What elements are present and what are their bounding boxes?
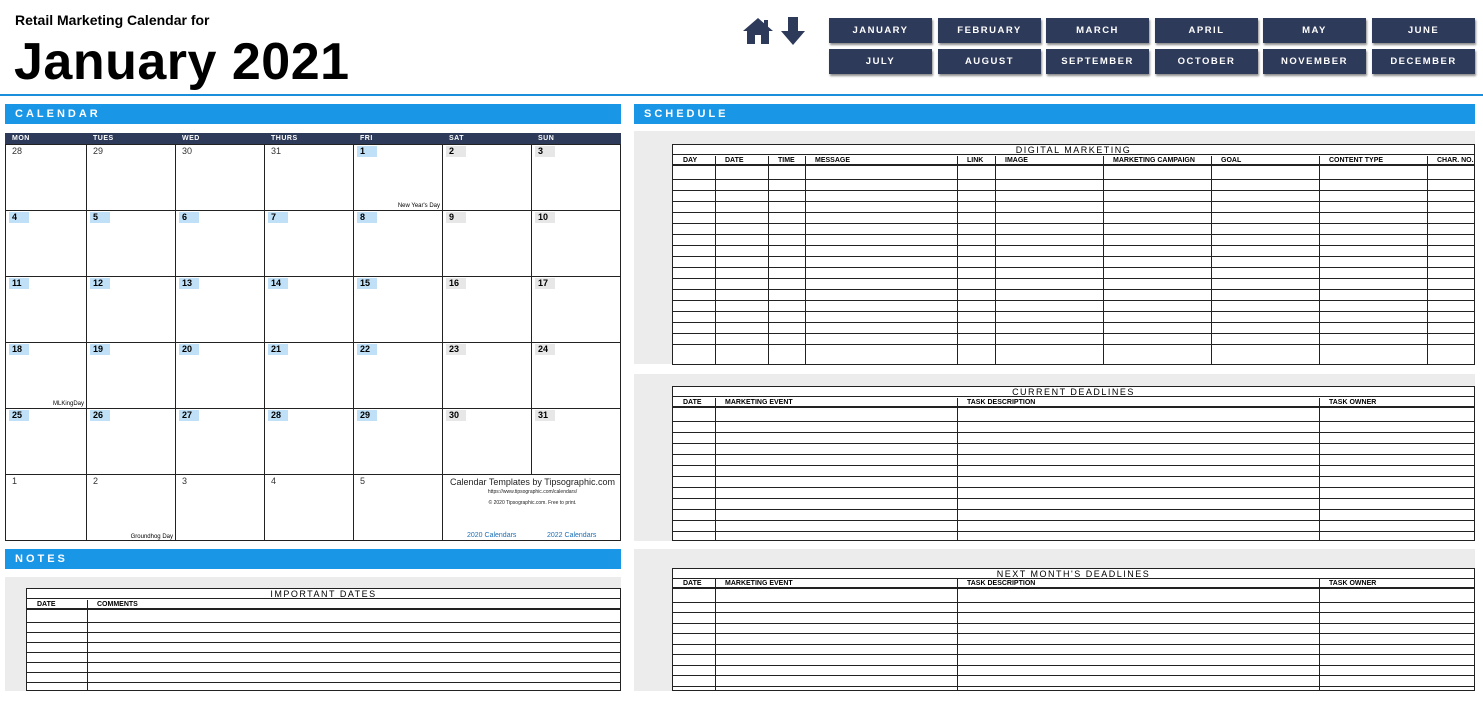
table-row-divider bbox=[27, 682, 620, 683]
link-2022-calendars[interactable]: 2022 Calendars bbox=[547, 532, 597, 539]
weekday-label-tues: TUES bbox=[93, 135, 114, 142]
column-header-day: DAY bbox=[683, 157, 698, 164]
day-number: 13 bbox=[179, 278, 199, 289]
table-row-divider bbox=[673, 245, 1474, 246]
calendar-day-cell[interactable] bbox=[265, 277, 354, 343]
day-number: 1 bbox=[12, 476, 18, 486]
page-subtitle: Retail Marketing Calendar for bbox=[15, 12, 210, 28]
calendar-day-cell[interactable] bbox=[176, 409, 265, 475]
table-row-divider bbox=[27, 622, 620, 623]
month-button-february[interactable]: FEBRUARY bbox=[938, 18, 1041, 43]
day-number: 5 bbox=[90, 212, 110, 223]
table-row-divider bbox=[673, 602, 1474, 603]
holiday-label: Groundhog Day bbox=[130, 534, 173, 540]
calendar-day-cell[interactable] bbox=[532, 343, 621, 409]
table-row-divider bbox=[27, 632, 620, 633]
calendar-day-cell[interactable] bbox=[87, 475, 176, 541]
day-number: 5 bbox=[360, 476, 366, 486]
column-header-date: DATE bbox=[683, 399, 702, 406]
column-header-message: MESSAGE bbox=[815, 157, 851, 164]
day-number: 25 bbox=[9, 410, 29, 421]
calendar-day-cell[interactable] bbox=[87, 409, 176, 475]
month-button-april[interactable]: APRIL bbox=[1155, 18, 1258, 43]
table-row-divider bbox=[673, 454, 1474, 455]
month-button-december[interactable]: DECEMBER bbox=[1372, 49, 1475, 74]
calendar-day-cell[interactable] bbox=[87, 343, 176, 409]
day-number: 3 bbox=[182, 476, 188, 486]
arrow-down-icon[interactable] bbox=[776, 14, 810, 48]
next-deadlines-table bbox=[672, 568, 1475, 691]
table-row-divider bbox=[673, 654, 1474, 655]
column-header-char-no: CHAR. NO. bbox=[1437, 157, 1474, 164]
table-row-divider bbox=[673, 509, 1474, 510]
credit-copyright: © 2020 Tipsographic.com. Free to print. bbox=[488, 500, 577, 506]
table-row-divider bbox=[673, 421, 1474, 422]
calendar-day-cell[interactable] bbox=[532, 211, 621, 277]
column-header-goal: GOAL bbox=[1221, 157, 1242, 164]
calendar-day-cell[interactable] bbox=[87, 145, 176, 211]
table-row-divider bbox=[673, 333, 1474, 334]
day-number: 19 bbox=[90, 344, 110, 355]
column-divider bbox=[957, 398, 958, 540]
day-number: 17 bbox=[535, 278, 555, 289]
table-row-divider bbox=[673, 322, 1474, 323]
calendar-day-cell[interactable] bbox=[6, 409, 87, 475]
table-row-divider bbox=[673, 300, 1474, 301]
day-number: 29 bbox=[357, 410, 377, 421]
table-row-divider bbox=[673, 179, 1474, 180]
table-row-divider bbox=[673, 311, 1474, 312]
day-number: 28 bbox=[12, 146, 23, 156]
section-schedule: SCHEDULE bbox=[634, 104, 1475, 124]
month-button-may[interactable]: MAY bbox=[1263, 18, 1366, 43]
day-number: 24 bbox=[535, 344, 555, 355]
weekday-label-fri: FRI bbox=[360, 135, 373, 142]
day-number: 14 bbox=[268, 278, 288, 289]
calendar-day-cell[interactable] bbox=[87, 211, 176, 277]
column-header-task-description: TASK DESCRIPTION bbox=[967, 399, 1036, 406]
table-header-row bbox=[673, 579, 1474, 589]
day-number: 31 bbox=[535, 410, 555, 421]
calendar-day-cell[interactable] bbox=[354, 145, 443, 211]
column-header-marketing-event: MARKETING EVENT bbox=[725, 399, 793, 406]
day-number: 1 bbox=[357, 146, 377, 157]
calendar-day-cell[interactable] bbox=[354, 475, 443, 541]
day-number: 3 bbox=[535, 146, 555, 157]
current-deadlines-table bbox=[672, 386, 1475, 541]
day-number: 30 bbox=[446, 410, 466, 421]
table-header-row bbox=[27, 600, 620, 610]
column-header-task-owner: TASK OWNER bbox=[1329, 399, 1377, 406]
table-row-divider bbox=[673, 686, 1474, 687]
table-header-row bbox=[673, 156, 1474, 166]
column-divider bbox=[957, 579, 958, 690]
calendar-day-cell[interactable] bbox=[265, 475, 354, 541]
table-row-divider bbox=[673, 267, 1474, 268]
table-title: IMPORTANT DATES bbox=[27, 589, 620, 599]
table-row-divider bbox=[673, 644, 1474, 645]
calendar-day-cell[interactable] bbox=[176, 145, 265, 211]
calendar-day-cell[interactable] bbox=[354, 277, 443, 343]
home-icon[interactable] bbox=[741, 14, 775, 48]
calendar-day-cell[interactable] bbox=[443, 409, 532, 475]
table-row-divider bbox=[27, 662, 620, 663]
calendar-credit-cell bbox=[443, 475, 621, 541]
calendar-day-cell[interactable] bbox=[265, 343, 354, 409]
day-number: 2 bbox=[93, 476, 99, 486]
table-row-divider bbox=[673, 443, 1474, 444]
day-number: 15 bbox=[357, 278, 377, 289]
month-button-september[interactable]: SEPTEMBER bbox=[1046, 49, 1149, 74]
calendar-day-cell[interactable] bbox=[532, 409, 621, 475]
column-header-time: TIME bbox=[778, 157, 795, 164]
day-number: 16 bbox=[446, 278, 466, 289]
column-divider bbox=[87, 600, 88, 690]
weekday-label-thurs: THURS bbox=[271, 135, 298, 142]
column-header-marketing-campaign: MARKETING CAMPAIGN bbox=[1113, 157, 1195, 164]
day-number: 10 bbox=[535, 212, 555, 223]
column-divider bbox=[1319, 398, 1320, 540]
table-row-divider bbox=[673, 465, 1474, 466]
calendar-day-cell[interactable] bbox=[443, 211, 532, 277]
column-header-comments: COMMENTS bbox=[97, 601, 138, 608]
column-divider bbox=[715, 398, 716, 540]
holiday-label: MLKingDay bbox=[52, 401, 84, 407]
day-number: 21 bbox=[268, 344, 288, 355]
table-title: NEXT MONTH'S DEADLINES bbox=[673, 569, 1474, 579]
page-title: January 2021 bbox=[14, 33, 350, 91]
table-row-divider bbox=[673, 531, 1474, 532]
table-row-divider bbox=[673, 234, 1474, 235]
credit-url[interactable]: https://www.tipsographic.com/calendars/ bbox=[487, 489, 578, 495]
calendar-day-cell[interactable] bbox=[532, 277, 621, 343]
weekday-label-wed: WED bbox=[182, 135, 200, 142]
calendar-day-cell[interactable] bbox=[354, 343, 443, 409]
column-header-marketing-event: MARKETING EVENT bbox=[725, 580, 793, 587]
month-button-august[interactable]: AUGUST bbox=[938, 49, 1041, 74]
day-number: 30 bbox=[182, 146, 193, 156]
table-row-divider bbox=[673, 278, 1474, 279]
month-button-june[interactable]: JUNE bbox=[1372, 18, 1475, 43]
column-header-date: DATE bbox=[683, 580, 702, 587]
column-header-task-description: TASK DESCRIPTION bbox=[967, 580, 1036, 587]
calendar-day-cell[interactable] bbox=[354, 211, 443, 277]
table-row-divider bbox=[673, 623, 1474, 624]
column-divider bbox=[715, 579, 716, 690]
calendar-day-cell[interactable] bbox=[6, 211, 87, 277]
month-button-march[interactable]: MARCH bbox=[1046, 18, 1149, 43]
day-number: 23 bbox=[446, 344, 466, 355]
calendar-day-cell[interactable] bbox=[443, 277, 532, 343]
day-number: 4 bbox=[9, 212, 29, 223]
column-header-date: DATE bbox=[725, 157, 744, 164]
day-number: 22 bbox=[357, 344, 377, 355]
day-number: 12 bbox=[90, 278, 110, 289]
column-header-date: DATE bbox=[37, 601, 56, 608]
calendar-day-cell[interactable] bbox=[176, 343, 265, 409]
table-row-divider bbox=[673, 201, 1474, 202]
holiday-label: New Year's Day bbox=[397, 203, 440, 209]
table-title: CURRENT DEADLINES bbox=[673, 387, 1474, 397]
table-row-divider bbox=[673, 223, 1474, 224]
calendar-day-cell[interactable] bbox=[443, 145, 532, 211]
calendar-day-cell[interactable] bbox=[354, 409, 443, 475]
calendar-day-cell[interactable] bbox=[6, 343, 87, 409]
calendar-day-cell[interactable] bbox=[265, 211, 354, 277]
calendar-day-cell[interactable] bbox=[265, 409, 354, 475]
calendar-day-cell[interactable] bbox=[532, 145, 621, 211]
calendar-weekday-header bbox=[5, 133, 621, 144]
day-number: 9 bbox=[446, 212, 466, 223]
month-button-november[interactable]: NOVEMBER bbox=[1263, 49, 1366, 74]
column-header-task-owner: TASK OWNER bbox=[1329, 580, 1377, 587]
column-divider bbox=[1319, 579, 1320, 690]
calendar-day-cell[interactable] bbox=[87, 277, 176, 343]
day-number: 6 bbox=[179, 212, 199, 223]
day-number: 29 bbox=[93, 146, 104, 156]
table-header-row bbox=[673, 398, 1474, 408]
table-row-divider bbox=[27, 652, 620, 653]
month-button-january[interactable]: JANUARY bbox=[829, 18, 932, 43]
table-row-divider bbox=[673, 520, 1474, 521]
calendar-day-cell[interactable] bbox=[443, 343, 532, 409]
calendar-day-cell[interactable] bbox=[6, 145, 87, 211]
link-2020-calendars[interactable]: 2020 Calendars bbox=[467, 532, 517, 539]
table-title: DIGITAL MARKETING bbox=[673, 145, 1474, 155]
day-number: 7 bbox=[268, 212, 288, 223]
calendar-day-cell[interactable] bbox=[265, 145, 354, 211]
calendar-day-cell[interactable] bbox=[176, 475, 265, 541]
column-header-link: LINK bbox=[967, 157, 984, 164]
table-row-divider bbox=[673, 476, 1474, 477]
calendar-grid bbox=[5, 144, 621, 541]
section-notes: NOTES bbox=[5, 549, 621, 569]
table-row-divider bbox=[673, 487, 1474, 488]
important-dates-table bbox=[26, 588, 621, 691]
table-row-divider bbox=[673, 498, 1474, 499]
month-button-october[interactable]: OCTOBER bbox=[1155, 49, 1258, 74]
column-header-image: IMAGE bbox=[1005, 157, 1028, 164]
day-number: 31 bbox=[271, 146, 282, 156]
day-number: 27 bbox=[179, 410, 199, 421]
table-row-divider bbox=[673, 256, 1474, 257]
digital-marketing-table bbox=[672, 144, 1475, 365]
day-number: 20 bbox=[179, 344, 199, 355]
calendar-day-cell[interactable] bbox=[176, 211, 265, 277]
table-row-divider bbox=[673, 633, 1474, 634]
day-number: 26 bbox=[90, 410, 110, 421]
table-row-divider bbox=[673, 675, 1474, 676]
day-number: 4 bbox=[271, 476, 277, 486]
table-row-divider bbox=[673, 289, 1474, 290]
table-row-divider bbox=[673, 190, 1474, 191]
table-row-divider bbox=[673, 344, 1474, 345]
day-number: 18 bbox=[9, 344, 29, 355]
column-header-content-type: CONTENT TYPE bbox=[1329, 157, 1384, 164]
table-row-divider bbox=[673, 665, 1474, 666]
weekday-label-sun: SUN bbox=[538, 135, 555, 142]
day-number: 8 bbox=[357, 212, 377, 223]
day-number: 11 bbox=[9, 278, 29, 289]
header-divider bbox=[0, 94, 1483, 96]
calendar-day-cell[interactable] bbox=[176, 277, 265, 343]
calendar-day-cell[interactable] bbox=[6, 475, 87, 541]
table-row-divider bbox=[673, 432, 1474, 433]
weekday-label-sat: SAT bbox=[449, 135, 464, 142]
credit-title: Calendar Templates by Tipsographic.com bbox=[450, 477, 615, 487]
section-calendar: CALENDAR bbox=[5, 104, 621, 124]
month-button-july[interactable]: JULY bbox=[829, 49, 932, 74]
table-row-divider bbox=[673, 612, 1474, 613]
day-number: 28 bbox=[268, 410, 288, 421]
weekday-label-mon: MON bbox=[12, 135, 30, 142]
calendar-day-cell[interactable] bbox=[6, 277, 87, 343]
table-row-divider bbox=[27, 642, 620, 643]
table-row-divider bbox=[673, 212, 1474, 213]
table-row-divider bbox=[27, 672, 620, 673]
day-number: 2 bbox=[446, 146, 466, 157]
